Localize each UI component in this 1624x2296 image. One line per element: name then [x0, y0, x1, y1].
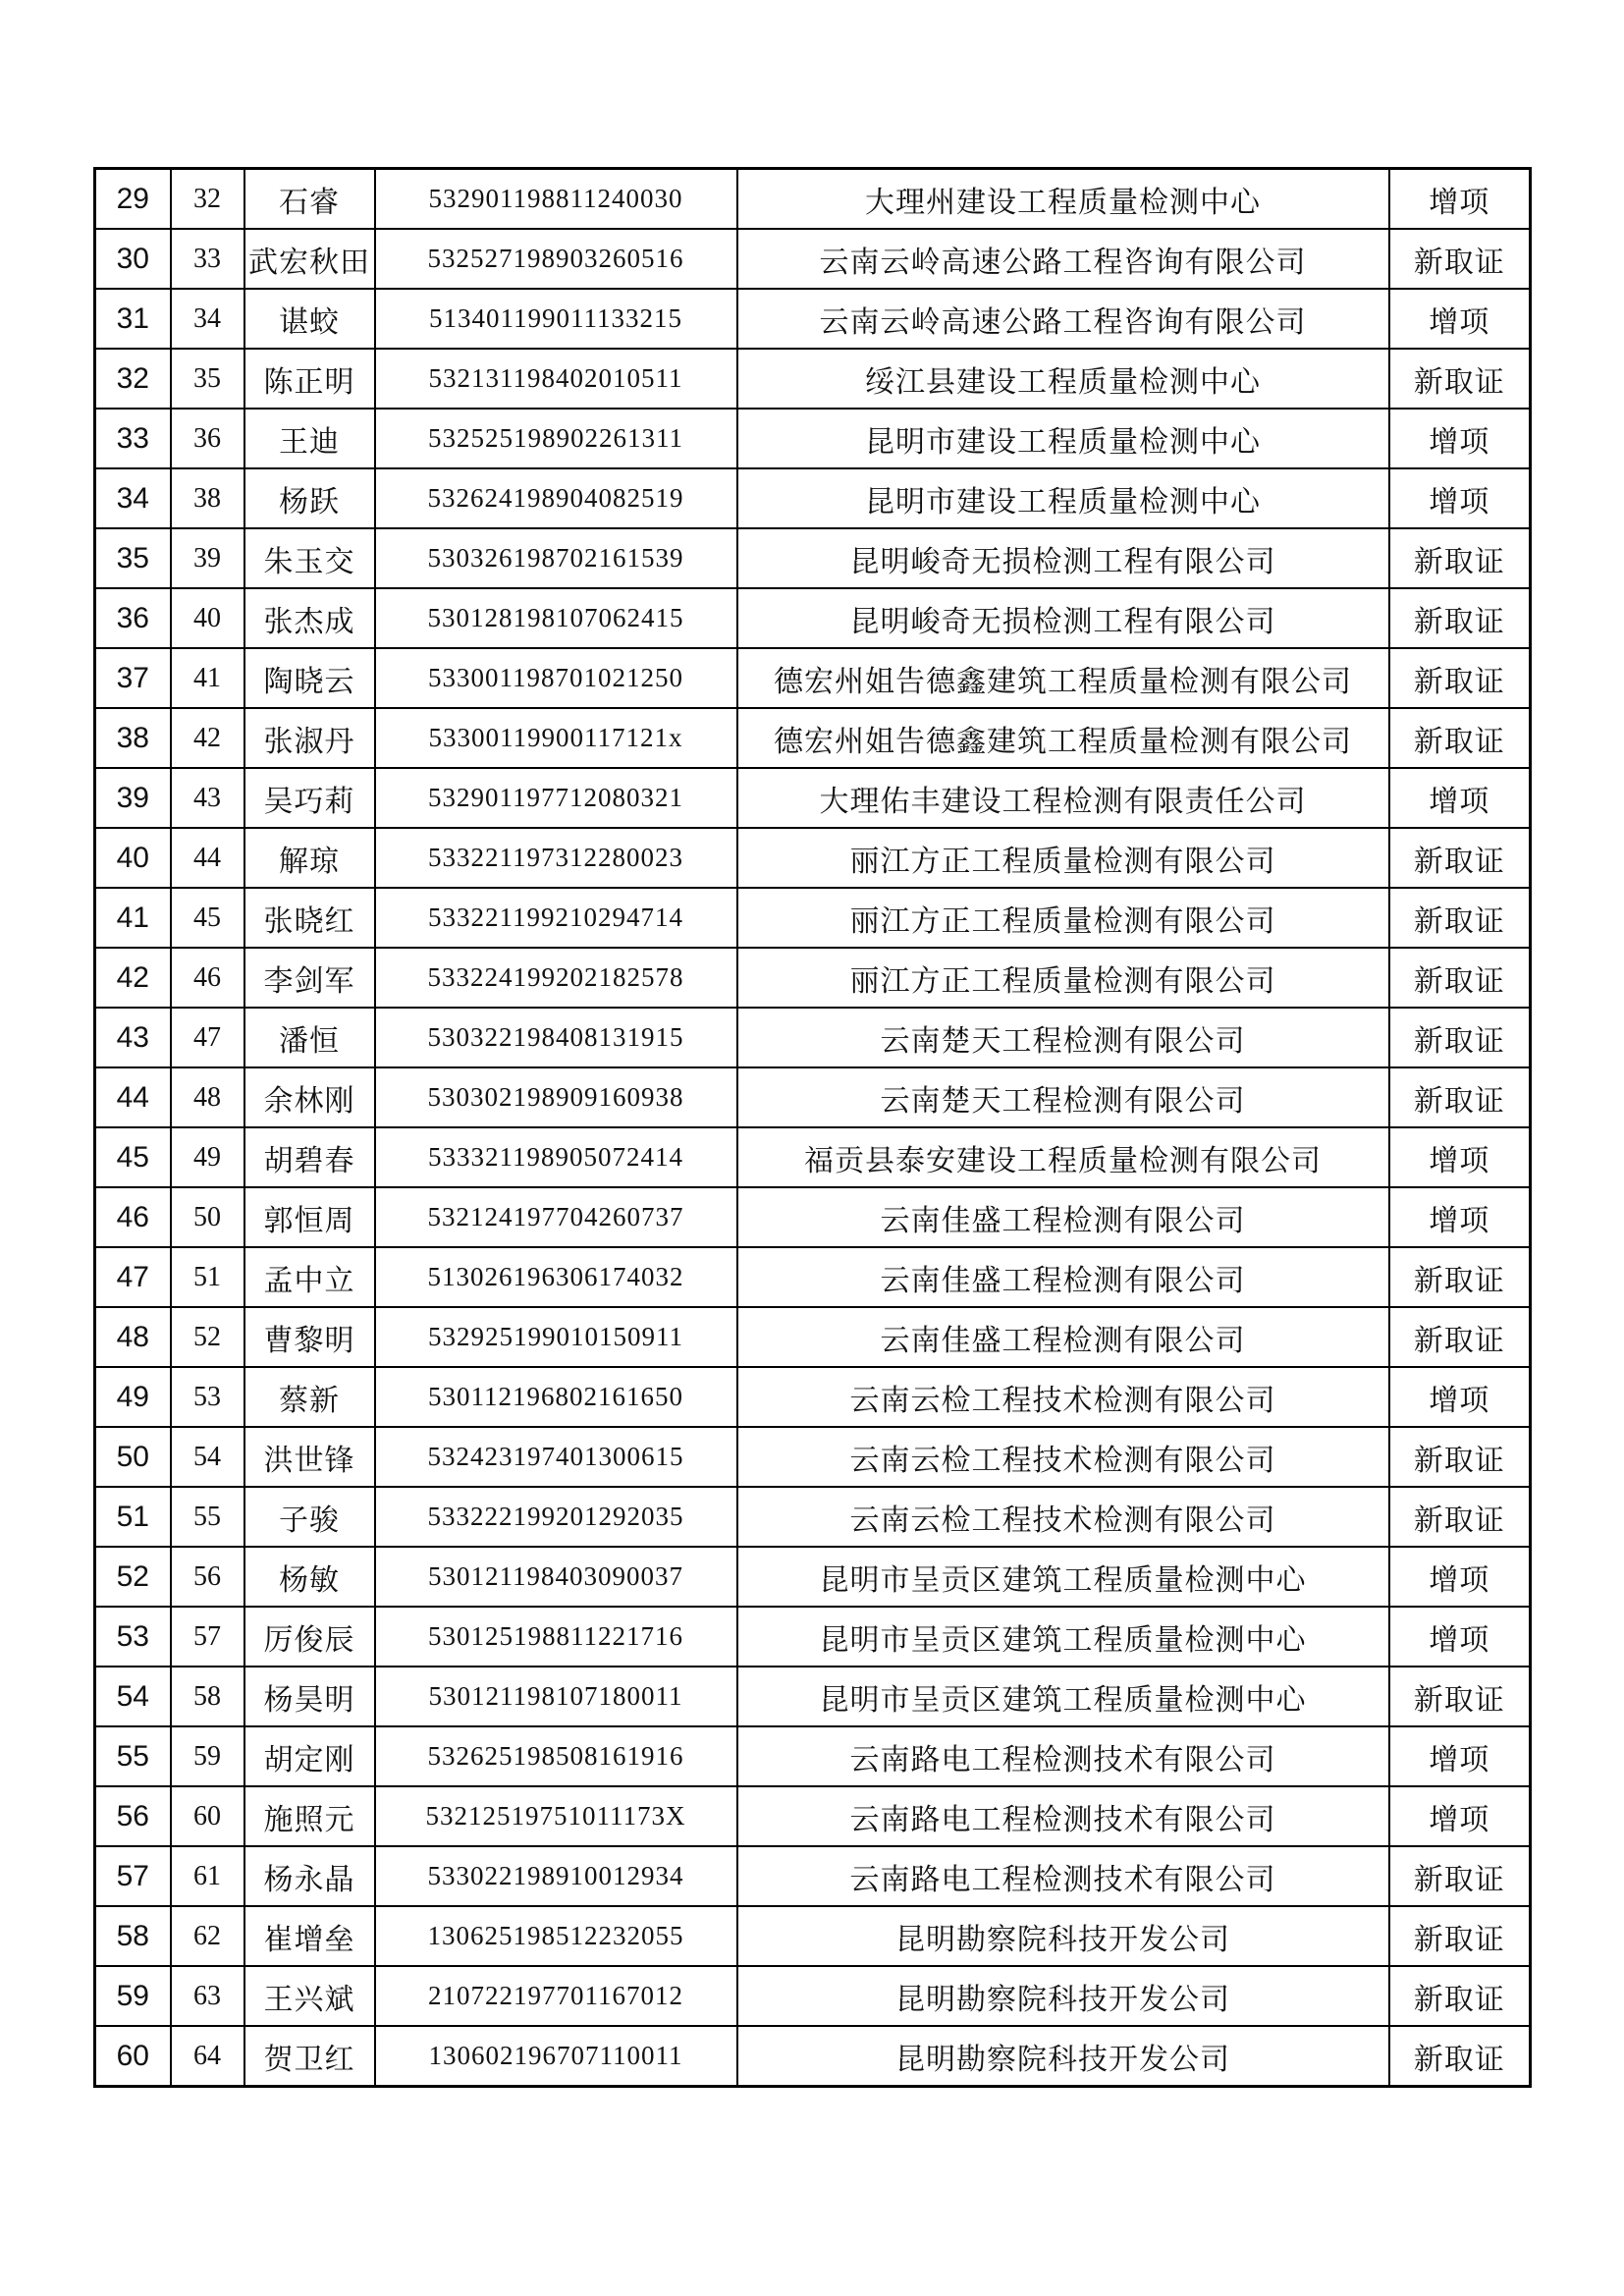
application-type-cell: 新取证 [1389, 948, 1531, 1008]
organization-cell: 云南佳盛工程检测有限公司 [737, 1187, 1389, 1247]
id-number-cell: 533221199210294714 [375, 888, 737, 948]
person-name-cell: 郭恒周 [244, 1187, 375, 1247]
row-sequence-cell: 45 [95, 1127, 171, 1187]
id-number-cell: 532525198902261311 [375, 409, 737, 468]
application-type-cell: 增项 [1389, 468, 1531, 528]
organization-cell: 云南楚天工程检测有限公司 [737, 1008, 1389, 1067]
table-row [95, 1607, 1531, 1667]
application-type-cell: 增项 [1389, 1127, 1531, 1187]
person-name-cell: 王兴斌 [244, 1966, 375, 2026]
row-sequence-cell: 34 [95, 468, 171, 528]
table-row [95, 1846, 1531, 1906]
person-name-cell: 谌蛟 [244, 289, 375, 349]
application-type-cell: 增项 [1389, 289, 1531, 349]
person-name-cell: 贺卫红 [244, 2026, 375, 2087]
organization-cell: 丽江方正工程质量检测有限公司 [737, 888, 1389, 948]
table-row [95, 888, 1531, 948]
application-type-cell: 新取证 [1389, 1906, 1531, 1966]
row-sequence-cell: 51 [95, 1487, 171, 1547]
row-sequence-cell: 30 [95, 229, 171, 289]
application-type-cell: 增项 [1389, 1607, 1531, 1667]
row-sequence-cell: 60 [95, 2026, 171, 2087]
id-number-cell: 532624198904082519 [375, 468, 737, 528]
application-type-cell: 新取证 [1389, 528, 1531, 588]
table-row [95, 1367, 1531, 1427]
row-number-cell: 34 [171, 289, 244, 349]
id-number-cell: 532901198811240030 [375, 169, 737, 230]
row-sequence-cell: 43 [95, 1008, 171, 1067]
table-row [95, 289, 1531, 349]
personnel-table [93, 167, 1532, 2088]
person-name-cell: 崔增垒 [244, 1906, 375, 1966]
person-name-cell: 施照元 [244, 1786, 375, 1846]
id-number-cell: 532423197401300615 [375, 1427, 737, 1487]
row-sequence-cell: 37 [95, 648, 171, 708]
person-name-cell: 武宏秋田 [244, 229, 375, 289]
table-row [95, 2026, 1531, 2087]
row-sequence-cell: 44 [95, 1067, 171, 1127]
id-number-cell: 532131198402010511 [375, 349, 737, 409]
row-number-cell: 42 [171, 708, 244, 768]
id-number-cell: 533224199202182578 [375, 948, 737, 1008]
person-name-cell: 朱玉交 [244, 528, 375, 588]
table-row [95, 948, 1531, 1008]
row-sequence-cell: 54 [95, 1667, 171, 1726]
row-number-cell: 38 [171, 468, 244, 528]
application-type-cell: 增项 [1389, 1187, 1531, 1247]
row-number-cell: 58 [171, 1667, 244, 1726]
id-number-cell: 530112196802161650 [375, 1367, 737, 1427]
organization-cell: 云南佳盛工程检测有限公司 [737, 1307, 1389, 1367]
table-row [95, 528, 1531, 588]
row-sequence-cell: 38 [95, 708, 171, 768]
table-row [95, 229, 1531, 289]
id-number-cell: 53212519751011173X [375, 1786, 737, 1846]
table-row [95, 1307, 1531, 1367]
person-name-cell: 李剑军 [244, 948, 375, 1008]
table-row [95, 1008, 1531, 1067]
row-number-cell: 48 [171, 1067, 244, 1127]
person-name-cell: 石睿 [244, 169, 375, 230]
personnel-table-body [95, 169, 1531, 2087]
organization-cell: 德宏州姐告德鑫建筑工程质量检测有限公司 [737, 708, 1389, 768]
row-number-cell: 54 [171, 1427, 244, 1487]
application-type-cell: 新取证 [1389, 229, 1531, 289]
row-sequence-cell: 29 [95, 169, 171, 230]
row-sequence-cell: 36 [95, 588, 171, 648]
id-number-cell: 513026196306174032 [375, 1247, 737, 1307]
organization-cell: 云南云检工程技术检测有限公司 [737, 1487, 1389, 1547]
organization-cell: 云南佳盛工程检测有限公司 [737, 1247, 1389, 1307]
person-name-cell: 潘恒 [244, 1008, 375, 1067]
person-name-cell: 杨昊明 [244, 1667, 375, 1726]
person-name-cell: 杨敏 [244, 1547, 375, 1607]
organization-cell: 昆明勘察院科技开发公司 [737, 1906, 1389, 1966]
organization-cell: 昆明市呈贡区建筑工程质量检测中心 [737, 1607, 1389, 1667]
organization-cell: 昆明峻奇无损检测工程有限公司 [737, 588, 1389, 648]
organization-cell: 昆明市呈贡区建筑工程质量检测中心 [737, 1547, 1389, 1607]
row-sequence-cell: 49 [95, 1367, 171, 1427]
organization-cell: 云南云岭高速公路工程咨询有限公司 [737, 289, 1389, 349]
organization-cell: 云南路电工程检测技术有限公司 [737, 1846, 1389, 1906]
organization-cell: 福贡县泰安建设工程质量检测有限公司 [737, 1127, 1389, 1187]
application-type-cell: 新取证 [1389, 1247, 1531, 1307]
person-name-cell: 吴巧莉 [244, 768, 375, 828]
person-name-cell: 张杰成 [244, 588, 375, 648]
organization-cell: 大理州建设工程质量检测中心 [737, 169, 1389, 230]
table-row [95, 1906, 1531, 1966]
row-number-cell: 40 [171, 588, 244, 648]
row-sequence-cell: 57 [95, 1846, 171, 1906]
row-number-cell: 56 [171, 1547, 244, 1607]
row-sequence-cell: 52 [95, 1547, 171, 1607]
table-row [95, 828, 1531, 888]
person-name-cell: 厉俊辰 [244, 1607, 375, 1667]
application-type-cell: 新取证 [1389, 1966, 1531, 2026]
application-type-cell: 新取证 [1389, 1667, 1531, 1726]
application-type-cell: 新取证 [1389, 1008, 1531, 1067]
row-number-cell: 33 [171, 229, 244, 289]
application-type-cell: 新取证 [1389, 1487, 1531, 1547]
application-type-cell: 增项 [1389, 1547, 1531, 1607]
person-name-cell: 张淑丹 [244, 708, 375, 768]
organization-cell: 云南云检工程技术检测有限公司 [737, 1427, 1389, 1487]
person-name-cell: 陈正明 [244, 349, 375, 409]
organization-cell: 昆明市建设工程质量检测中心 [737, 468, 1389, 528]
id-number-cell: 532625198508161916 [375, 1726, 737, 1786]
row-number-cell: 49 [171, 1127, 244, 1187]
row-sequence-cell: 41 [95, 888, 171, 948]
person-name-cell: 王迪 [244, 409, 375, 468]
table-row [95, 1726, 1531, 1786]
person-name-cell: 余林刚 [244, 1067, 375, 1127]
row-sequence-cell: 46 [95, 1187, 171, 1247]
id-number-cell: 530128198107062415 [375, 588, 737, 648]
application-type-cell: 增项 [1389, 1786, 1531, 1846]
application-type-cell: 增项 [1389, 768, 1531, 828]
table-row [95, 768, 1531, 828]
row-number-cell: 62 [171, 1906, 244, 1966]
application-type-cell: 增项 [1389, 169, 1531, 230]
application-type-cell: 新取证 [1389, 2026, 1531, 2087]
table-row [95, 588, 1531, 648]
id-number-cell: 513401199011133215 [375, 289, 737, 349]
application-type-cell: 增项 [1389, 1726, 1531, 1786]
application-type-cell: 新取证 [1389, 1307, 1531, 1367]
table-row [95, 1127, 1531, 1187]
organization-cell: 昆明勘察院科技开发公司 [737, 1966, 1389, 2026]
organization-cell: 昆明峻奇无损检测工程有限公司 [737, 528, 1389, 588]
organization-cell: 绥江县建设工程质量检测中心 [737, 349, 1389, 409]
row-number-cell: 57 [171, 1607, 244, 1667]
id-number-cell: 533022198910012934 [375, 1846, 737, 1906]
id-number-cell: 532124197704260737 [375, 1187, 737, 1247]
row-number-cell: 44 [171, 828, 244, 888]
row-number-cell: 60 [171, 1786, 244, 1846]
person-name-cell: 孟中立 [244, 1247, 375, 1307]
organization-cell: 云南路电工程检测技术有限公司 [737, 1786, 1389, 1846]
person-name-cell: 张晓红 [244, 888, 375, 948]
row-number-cell: 47 [171, 1008, 244, 1067]
id-number-cell: 533001198701021250 [375, 648, 737, 708]
row-sequence-cell: 35 [95, 528, 171, 588]
row-sequence-cell: 59 [95, 1966, 171, 2026]
row-number-cell: 61 [171, 1846, 244, 1906]
row-number-cell: 64 [171, 2026, 244, 2087]
organization-cell: 昆明市建设工程质量检测中心 [737, 409, 1389, 468]
table-row [95, 1786, 1531, 1846]
application-type-cell: 新取证 [1389, 1067, 1531, 1127]
row-sequence-cell: 50 [95, 1427, 171, 1487]
application-type-cell: 新取证 [1389, 349, 1531, 409]
organization-cell: 云南云岭高速公路工程咨询有限公司 [737, 229, 1389, 289]
row-sequence-cell: 56 [95, 1786, 171, 1846]
table-row [95, 1966, 1531, 2026]
application-type-cell: 增项 [1389, 409, 1531, 468]
row-sequence-cell: 48 [95, 1307, 171, 1367]
id-number-cell: 530322198408131915 [375, 1008, 737, 1067]
organization-cell: 昆明勘察院科技开发公司 [737, 2026, 1389, 2087]
id-number-cell: 532901197712080321 [375, 768, 737, 828]
row-number-cell: 52 [171, 1307, 244, 1367]
row-sequence-cell: 32 [95, 349, 171, 409]
table-row [95, 648, 1531, 708]
application-type-cell: 新取证 [1389, 888, 1531, 948]
row-number-cell: 53 [171, 1367, 244, 1427]
id-number-cell: 530121198403090037 [375, 1547, 737, 1607]
row-number-cell: 63 [171, 1966, 244, 2026]
id-number-cell: 130602196707110011 [375, 2026, 737, 2087]
row-number-cell: 41 [171, 648, 244, 708]
table-row [95, 169, 1531, 230]
row-sequence-cell: 39 [95, 768, 171, 828]
person-name-cell: 胡定刚 [244, 1726, 375, 1786]
person-name-cell: 洪世锋 [244, 1427, 375, 1487]
table-row [95, 1667, 1531, 1726]
row-number-cell: 36 [171, 409, 244, 468]
row-number-cell: 32 [171, 169, 244, 230]
row-sequence-cell: 33 [95, 409, 171, 468]
id-number-cell: 533321198905072414 [375, 1127, 737, 1187]
application-type-cell: 新取证 [1389, 1846, 1531, 1906]
id-number-cell: 533222199201292035 [375, 1487, 737, 1547]
row-number-cell: 43 [171, 768, 244, 828]
table-row [95, 349, 1531, 409]
person-name-cell: 陶晓云 [244, 648, 375, 708]
row-number-cell: 35 [171, 349, 244, 409]
id-number-cell: 533221197312280023 [375, 828, 737, 888]
row-sequence-cell: 42 [95, 948, 171, 1008]
person-name-cell: 杨永晶 [244, 1846, 375, 1906]
table-row [95, 409, 1531, 468]
row-number-cell: 39 [171, 528, 244, 588]
row-sequence-cell: 31 [95, 289, 171, 349]
person-name-cell: 蔡新 [244, 1367, 375, 1427]
organization-cell: 丽江方正工程质量检测有限公司 [737, 828, 1389, 888]
person-name-cell: 胡碧春 [244, 1127, 375, 1187]
person-name-cell: 曹黎明 [244, 1307, 375, 1367]
id-number-cell: 532925199010150911 [375, 1307, 737, 1367]
id-number-cell: 530302198909160938 [375, 1067, 737, 1127]
id-number-cell: 532527198903260516 [375, 229, 737, 289]
id-number-cell: 210722197701167012 [375, 1966, 737, 2026]
table-row [95, 708, 1531, 768]
application-type-cell: 新取证 [1389, 708, 1531, 768]
application-type-cell: 新取证 [1389, 588, 1531, 648]
id-number-cell: 53300119900117121x [375, 708, 737, 768]
organization-cell: 德宏州姐告德鑫建筑工程质量检测有限公司 [737, 648, 1389, 708]
id-number-cell: 530326198702161539 [375, 528, 737, 588]
row-number-cell: 51 [171, 1247, 244, 1307]
person-name-cell: 杨跃 [244, 468, 375, 528]
organization-cell: 大理佑丰建设工程检测有限责任公司 [737, 768, 1389, 828]
row-sequence-cell: 55 [95, 1726, 171, 1786]
id-number-cell: 130625198512232055 [375, 1906, 737, 1966]
table-row [95, 468, 1531, 528]
row-number-cell: 55 [171, 1487, 244, 1547]
application-type-cell: 新取证 [1389, 828, 1531, 888]
row-number-cell: 50 [171, 1187, 244, 1247]
id-number-cell: 530121198107180011 [375, 1667, 737, 1726]
row-sequence-cell: 53 [95, 1607, 171, 1667]
row-number-cell: 59 [171, 1726, 244, 1786]
application-type-cell: 增项 [1389, 1367, 1531, 1427]
row-number-cell: 45 [171, 888, 244, 948]
person-name-cell: 子骏 [244, 1487, 375, 1547]
person-name-cell: 解琼 [244, 828, 375, 888]
organization-cell: 云南楚天工程检测有限公司 [737, 1067, 1389, 1127]
application-type-cell: 新取证 [1389, 1427, 1531, 1487]
table-row [95, 1067, 1531, 1127]
organization-cell: 云南云检工程技术检测有限公司 [737, 1367, 1389, 1427]
application-type-cell: 新取证 [1389, 648, 1531, 708]
table-row [95, 1547, 1531, 1607]
table-row [95, 1487, 1531, 1547]
row-sequence-cell: 47 [95, 1247, 171, 1307]
row-sequence-cell: 40 [95, 828, 171, 888]
organization-cell: 丽江方正工程质量检测有限公司 [737, 948, 1389, 1008]
row-sequence-cell: 58 [95, 1906, 171, 1966]
organization-cell: 云南路电工程检测技术有限公司 [737, 1726, 1389, 1786]
table-row [95, 1247, 1531, 1307]
row-number-cell: 46 [171, 948, 244, 1008]
id-number-cell: 530125198811221716 [375, 1607, 737, 1667]
table-row [95, 1427, 1531, 1487]
organization-cell: 昆明市呈贡区建筑工程质量检测中心 [737, 1667, 1389, 1726]
table-row [95, 1187, 1531, 1247]
